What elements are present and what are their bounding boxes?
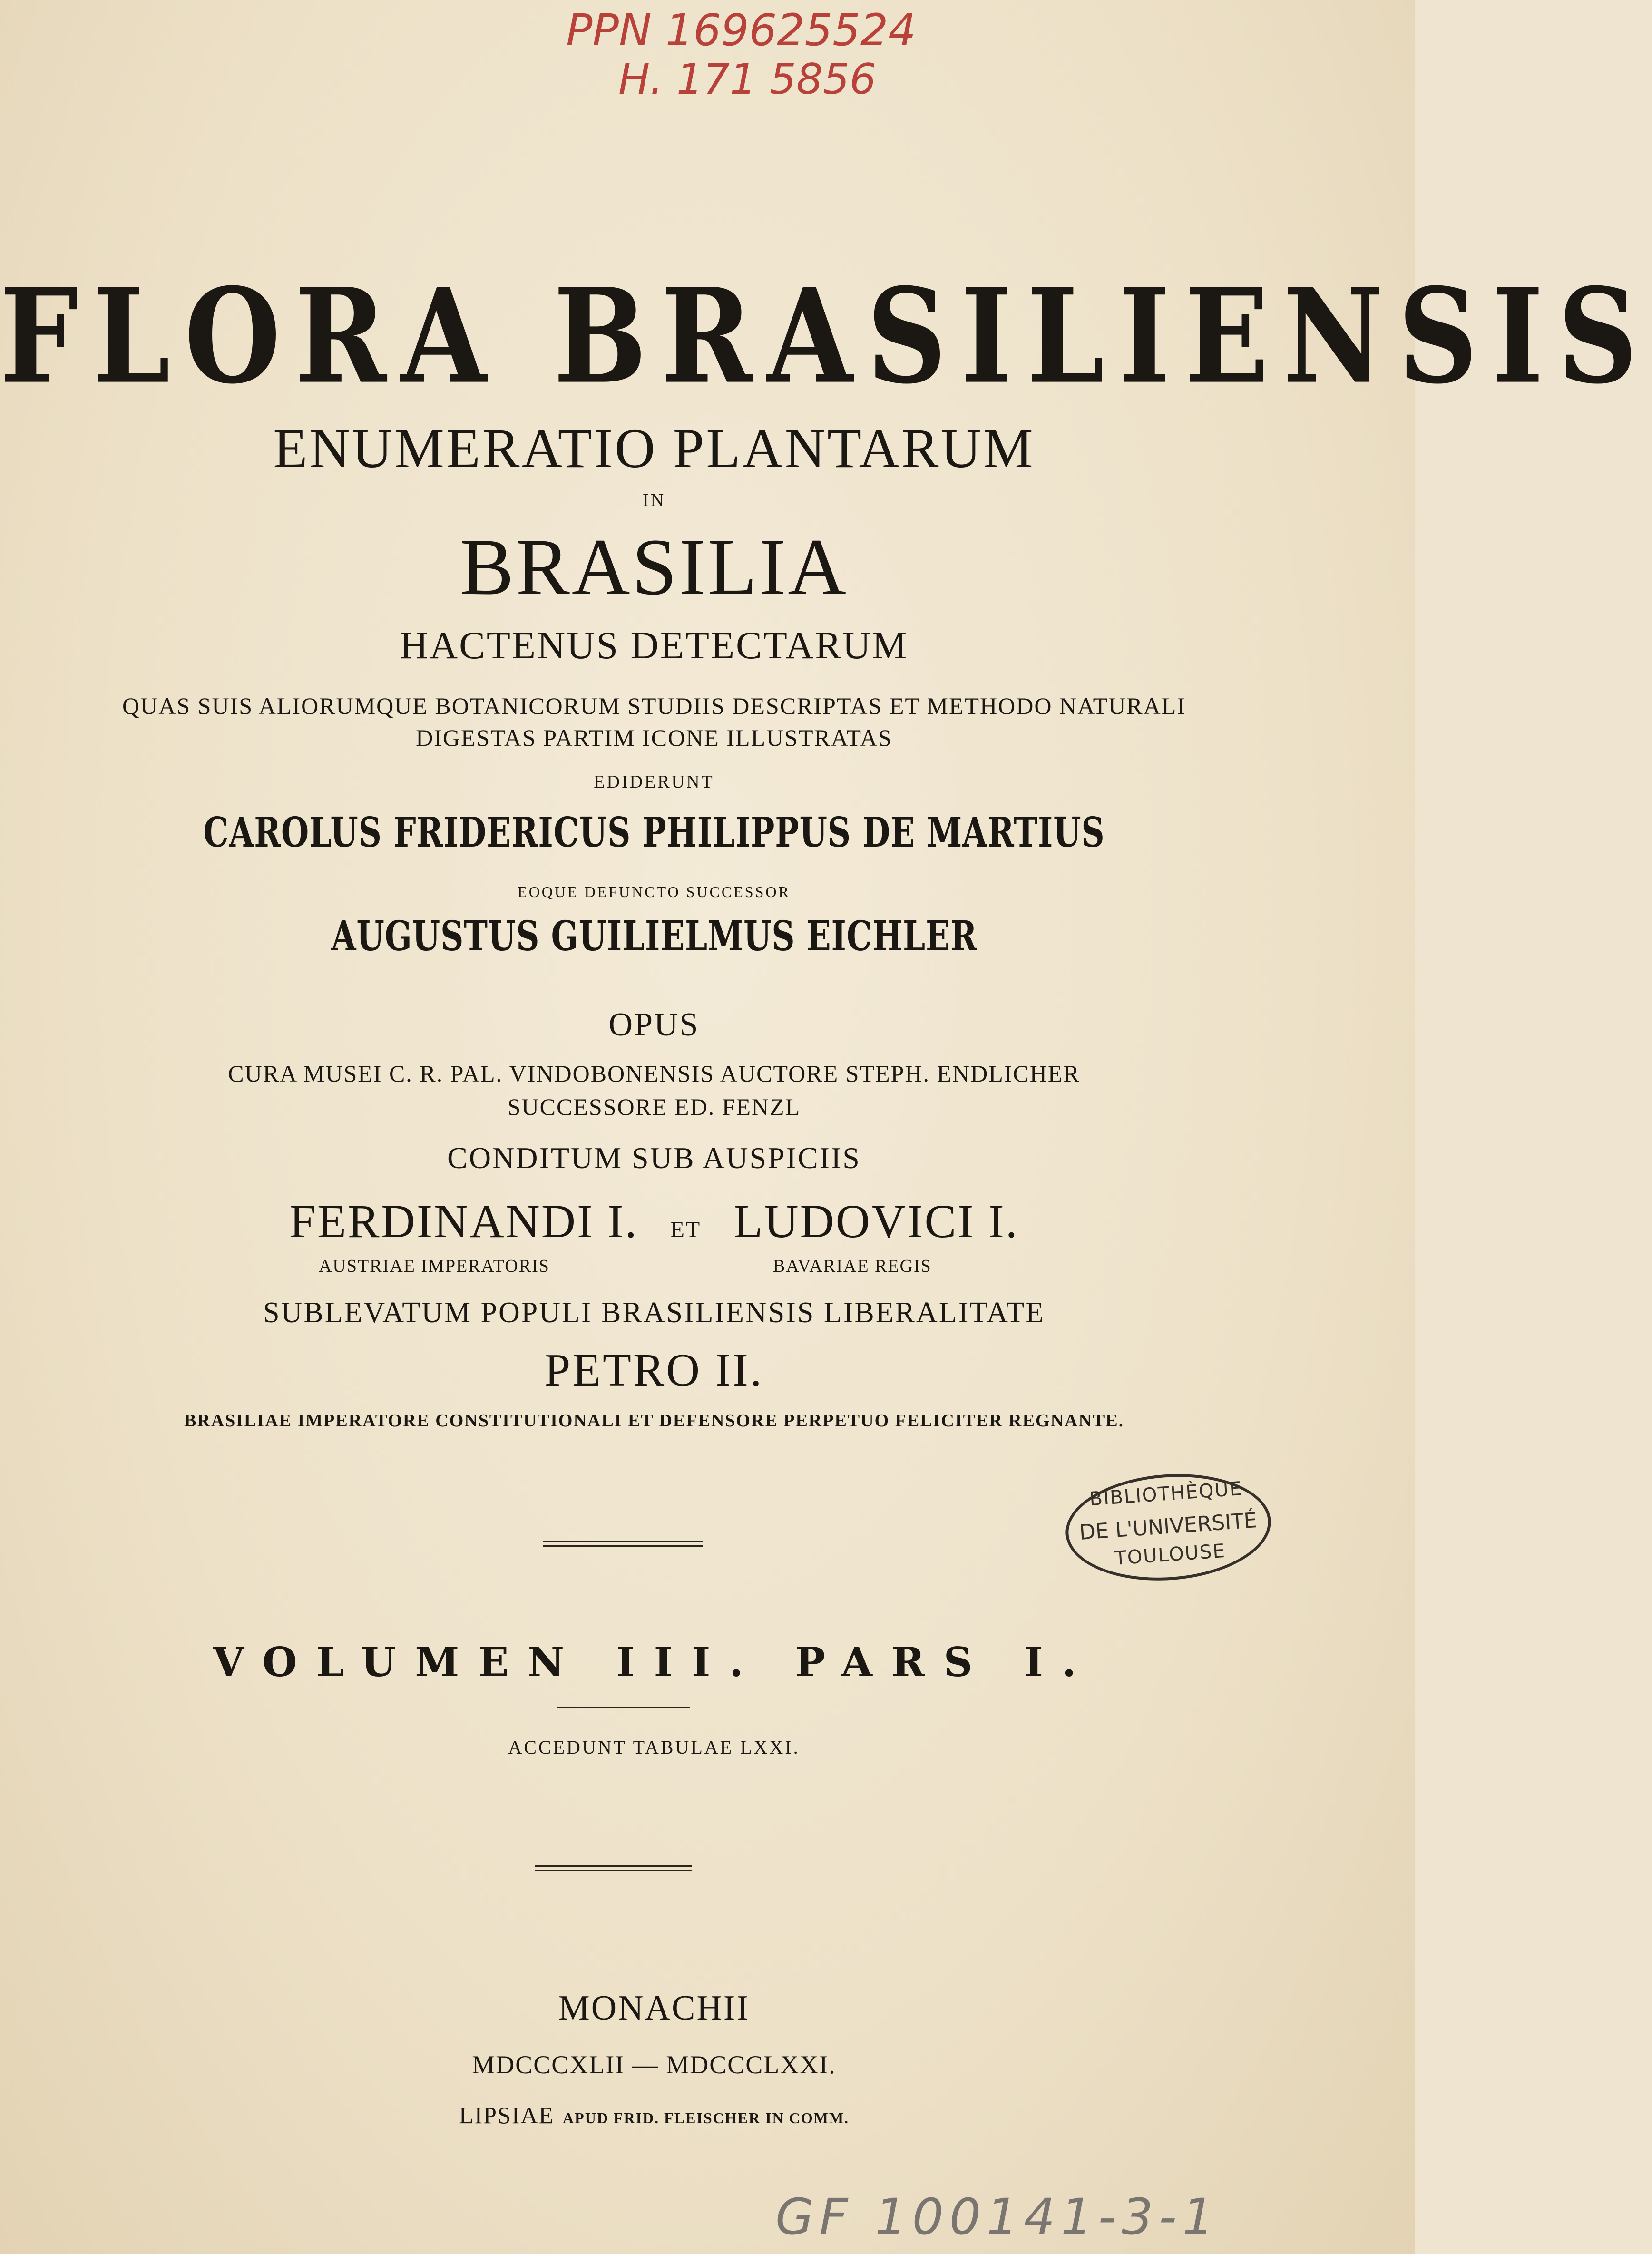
opus: OPUS	[608, 1006, 700, 1043]
volume-pars: VOLUMEN III. PARS I.	[213, 1639, 1095, 1686]
patron-ludwig-title: BAVARIAE REGIS	[773, 1256, 932, 1276]
lipsiae-publisher: APUD FRID. FLEISCHER IN COMM.	[563, 2109, 850, 2127]
patron-ferdinand-title: AUSTRIAE IMPERATORIS	[319, 1256, 550, 1276]
patron-ludwig: LUDOVICI I.	[733, 1195, 1019, 1248]
patron-et: ET	[670, 1217, 702, 1242]
successor-note: EOQUE DEFUNCTO SUCCESSOR	[518, 883, 791, 900]
author-eichler: AUGUSTUS GUILIELMUS EICHLER	[331, 912, 977, 960]
description-line2: DIGESTAS PARTIM ICONE ILLUSTRATAS	[416, 724, 892, 751]
conditum: CONDITUM SUB AUSPICIIS	[447, 1141, 861, 1175]
author-martius: CAROLUS FRIDERICUS PHILIPPUS DE MARTIUS	[203, 809, 1105, 857]
accedunt-tabulae: ACCEDUNT TABULAE LXXI.	[508, 1737, 800, 1758]
stamp-line3: TOULOUSE	[1114, 1540, 1227, 1570]
sublevatum: SUBLEVATUM POPULI BRASILIENSIS LIBERALITATE	[263, 1297, 1045, 1329]
subtitle-brasilia: BRASILIA	[460, 522, 848, 612]
petro: PETRO II.	[544, 1345, 764, 1396]
years: MDCCCXLII — MDCCCLXXI.	[472, 2050, 836, 2079]
library-stamp	[1062, 1467, 1274, 1587]
book-title: FLORA BRASILIENSIS	[0, 259, 1652, 413]
shelfmark-top-line2: H. 171 5856	[618, 55, 877, 104]
lipsiae-row	[0, 2101, 1308, 2129]
shelfmark-bottom: GF 100141-3-1	[775, 2188, 1220, 2246]
stamp-line2: DE L'UNIVERSITÉ	[1078, 1508, 1258, 1545]
divider-rule-3	[535, 1865, 692, 1871]
author-eichler-wrap	[0, 912, 1308, 960]
subtitle-enumeratio: ENUMERATIO PLANTARUM	[273, 417, 1035, 479]
shelfmark-top-line1: PPN 169625524	[566, 5, 916, 56]
stamp-line1: BIBLIOTHÈQUE	[1088, 1477, 1243, 1511]
place-monachii: MONACHII	[558, 1989, 750, 2028]
divider-rule-1	[543, 1541, 703, 1547]
patrons-row	[0, 1194, 1308, 1249]
subtitle-hactenus: HACTENUS DETECTARUM	[400, 624, 909, 667]
divider-rule-2	[557, 1707, 690, 1708]
patron-ferdinand: FERDINANDI I.	[289, 1195, 638, 1248]
cura-line1: CURA MUSEI C. R. PAL. VINDOBONENSIS AUCTORE STEPH. ENDLICHER	[228, 1060, 1080, 1087]
ediderunt: EDIDERUNT	[594, 772, 714, 792]
lipsiae: LIPSIAE	[459, 2102, 555, 2128]
cura-line2: SUCCESSORE ED. FENZL	[507, 1093, 801, 1120]
description-line1: QUAS SUIS ALIORUMQUE BOTANICORUM STUDIIS DESCRIPTAS ET METHODO NATURALI	[122, 693, 1186, 719]
author-martius-wrap	[0, 809, 1308, 857]
subtitle-in: IN	[642, 490, 666, 510]
petro-line: BRASILIAE IMPERATORE CONSTITUTIONALI ET DEFENSORE PERPETUO FELICITER REGNANTE.	[184, 1411, 1124, 1431]
